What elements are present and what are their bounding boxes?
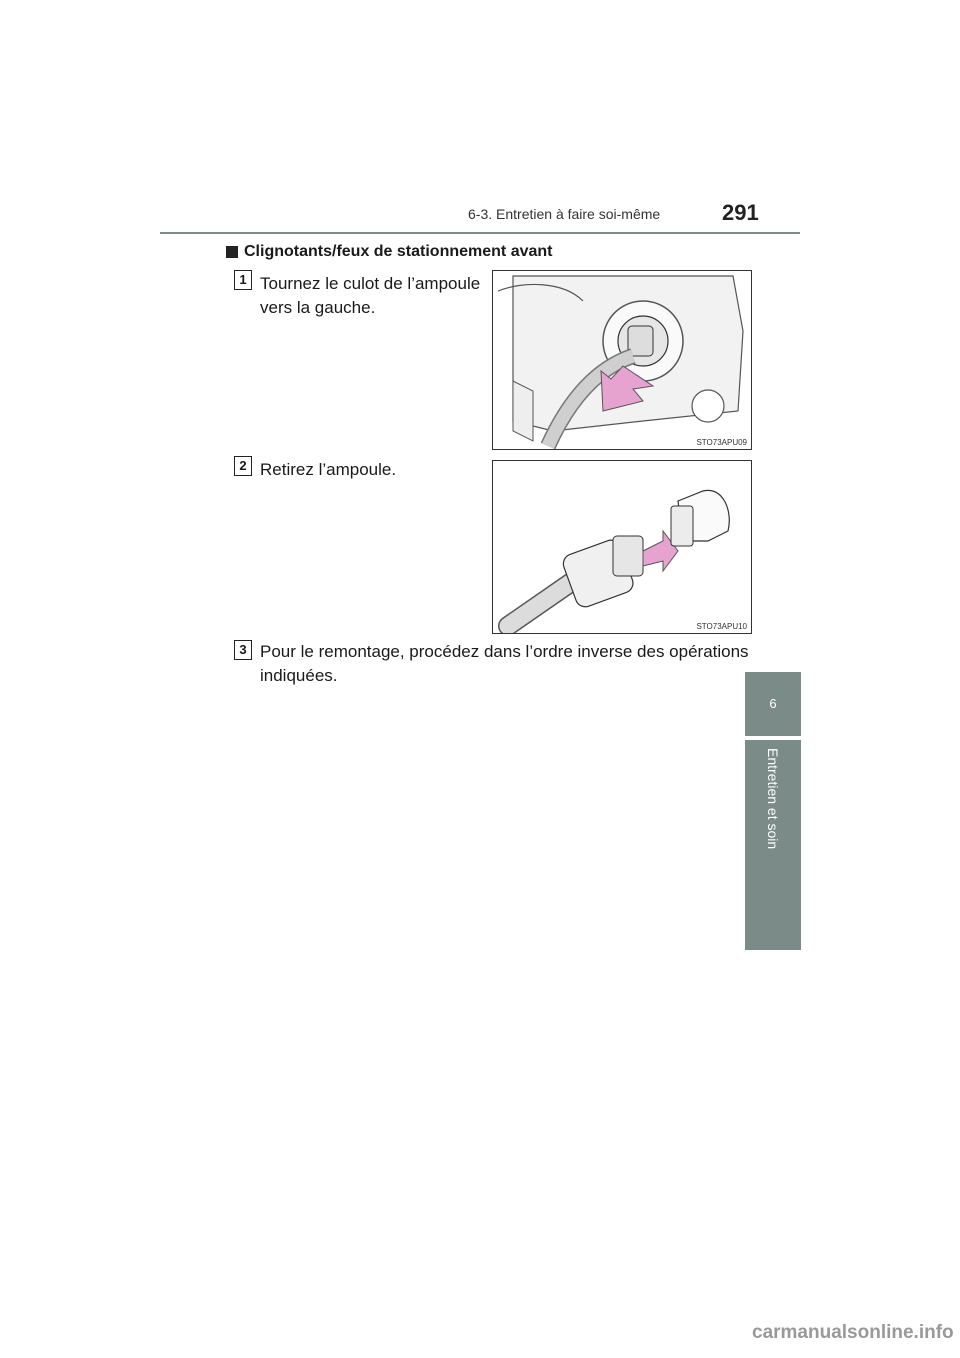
step-3-line-2: indiquées. (260, 666, 338, 685)
figure-code-2: STO73APU10 (696, 622, 747, 631)
chapter-tab-label (745, 740, 801, 950)
section-heading (226, 243, 552, 261)
figure-code-1: STO73APU09 (696, 438, 747, 447)
step-3-text (260, 640, 749, 688)
page-number: 291 (722, 200, 759, 225)
header-section-title: 6-3. Entretien à faire soi-même (468, 206, 661, 222)
square-bullet-icon (226, 246, 238, 258)
step-3-line-1: Pour le remontage, procédez dans l’ordre inverse des opérations (260, 642, 749, 661)
chapter-tab-label-text: Entretien et soin (765, 748, 781, 850)
header-rule (160, 232, 800, 234)
step-number-2: 2 (234, 456, 252, 476)
illustration-socket-rotate (493, 271, 751, 449)
step-number-3: 3 (234, 640, 252, 660)
step-2-line-1: Retirez l’ampoule. (260, 460, 397, 479)
illustration-bulb-pull (493, 461, 751, 633)
step-2-text (260, 458, 396, 482)
section-title: Clignotants/feux de stationnement avant (244, 243, 553, 260)
step-1-text (260, 272, 480, 320)
step-1-line-1: Tournez le culot de l’ampoule (260, 274, 481, 293)
figure-remove-bulb (492, 460, 752, 634)
step-1-line-2: vers la gauche. (260, 298, 376, 317)
step-number-1: 1 (234, 270, 252, 290)
figure-turn-bulb-base (492, 270, 752, 450)
watermark: carmanualsonline.info (752, 1322, 954, 1343)
chapter-tab-number: 6 (745, 672, 801, 736)
